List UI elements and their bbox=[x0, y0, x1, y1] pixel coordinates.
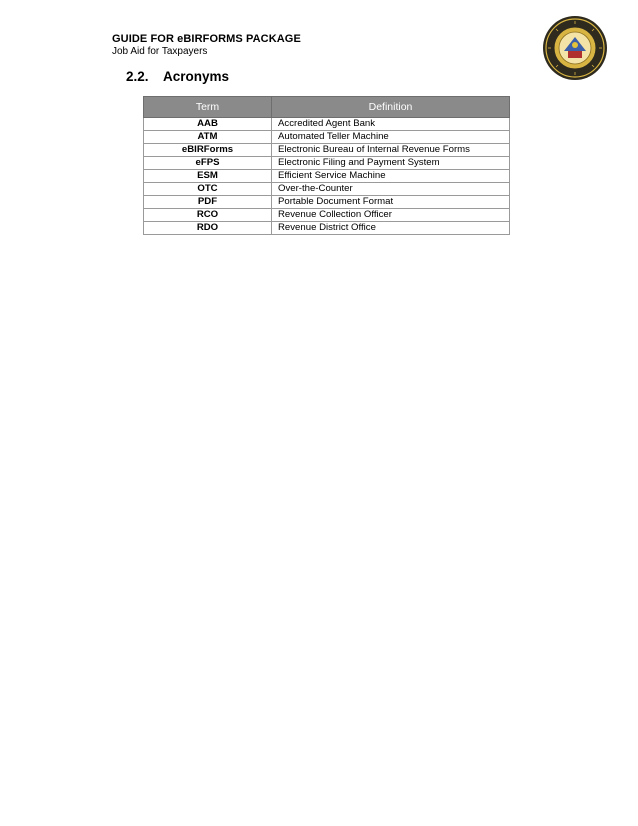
table-row bbox=[144, 144, 510, 157]
column-header-term: Term bbox=[144, 97, 272, 118]
definition-cell: Electronic Filing and Payment System bbox=[272, 157, 510, 170]
term-cell: eFPS bbox=[144, 157, 272, 170]
section-heading bbox=[126, 69, 229, 84]
document-header-subtitle: Job Aid for Taxpayers bbox=[112, 46, 208, 57]
term-cell: AAB bbox=[144, 118, 272, 131]
definition-cell: Portable Document Format bbox=[272, 196, 510, 209]
section-number: 2.2. bbox=[126, 69, 149, 84]
definition-cell: Automated Teller Machine bbox=[272, 131, 510, 144]
table-row bbox=[144, 157, 510, 170]
term-cell: OTC bbox=[144, 183, 272, 196]
column-header-definition: Definition bbox=[272, 97, 510, 118]
term-cell: eBIRForms bbox=[144, 144, 272, 157]
term-cell: RDO bbox=[144, 222, 272, 235]
table-row bbox=[144, 118, 510, 131]
term-cell: RCO bbox=[144, 209, 272, 222]
term-cell: ATM bbox=[144, 131, 272, 144]
table-row bbox=[144, 183, 510, 196]
table-header-row bbox=[144, 97, 510, 118]
table-row bbox=[144, 209, 510, 222]
term-cell: ESM bbox=[144, 170, 272, 183]
section-title: Acronyms bbox=[163, 69, 230, 84]
bir-seal-icon bbox=[542, 15, 608, 81]
table-row bbox=[144, 170, 510, 183]
term-cell: PDF bbox=[144, 196, 272, 209]
table-row bbox=[144, 222, 510, 235]
acronyms-table bbox=[143, 96, 510, 235]
definition-cell: Revenue Collection Officer bbox=[272, 209, 510, 222]
definition-cell: Over-the-Counter bbox=[272, 183, 510, 196]
table-row bbox=[144, 196, 510, 209]
table-row bbox=[144, 131, 510, 144]
definition-cell: Accredited Agent Bank bbox=[272, 118, 510, 131]
document-header-title: GUIDE FOR eBIRFORMS PACKAGE bbox=[112, 33, 301, 45]
definition-cell: Electronic Bureau of Internal Revenue Forms bbox=[272, 144, 510, 157]
definition-cell: Revenue District Office bbox=[272, 222, 510, 235]
definition-cell: Efficient Service Machine bbox=[272, 170, 510, 183]
